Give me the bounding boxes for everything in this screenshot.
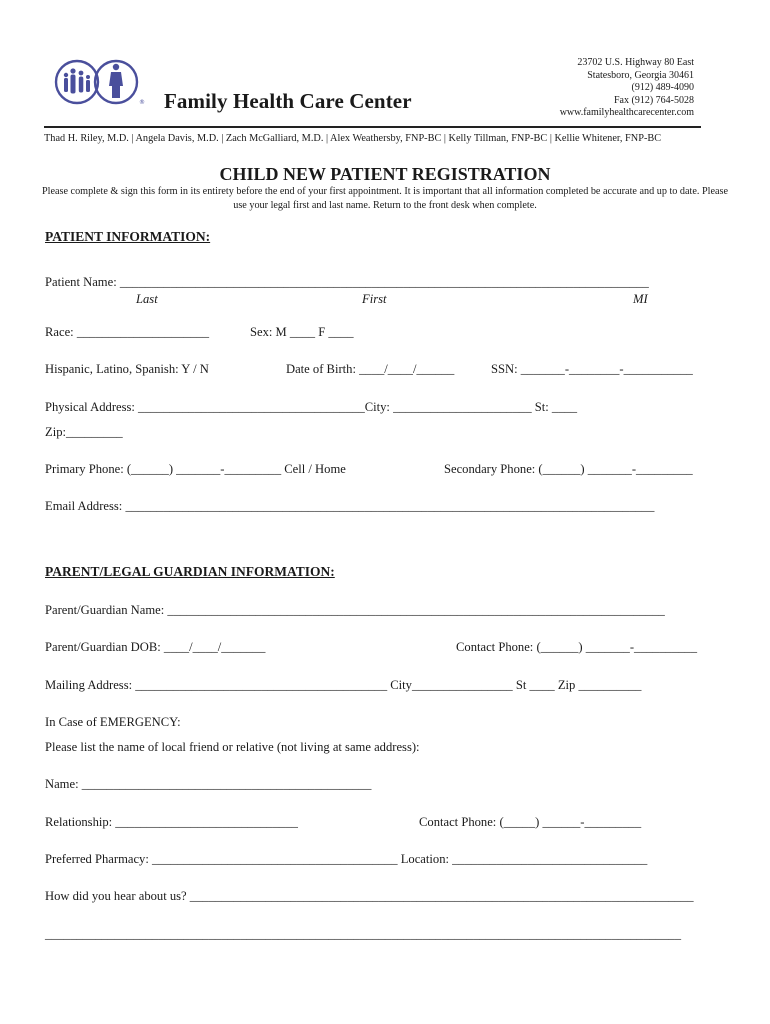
pharmacy-field[interactable]: Preferred Pharmacy: _______________________________________ Location: _______________________________ (45, 852, 648, 866)
patient-name-mi-label: MI (633, 292, 648, 306)
patient-section-heading: PATIENT INFORMATION: (45, 229, 211, 244)
dob-field[interactable]: Date of Birth: ____/____/______ (286, 362, 455, 376)
address-website: www.familyhealthcarecenter.com (559, 107, 694, 119)
address-fax: Fax (912) 764-5028 (614, 94, 694, 106)
emergency-phone-field[interactable]: Contact Phone: (_____) ______-_________ (419, 815, 642, 829)
sex-field[interactable]: Sex: M ____ F ____ (250, 325, 354, 339)
address-phone: (912) 489-4090 (631, 82, 694, 94)
guardian-contact-phone-field[interactable]: Contact Phone: (______) _______-__________ (456, 640, 698, 654)
race-field[interactable]: Race: _____________________ (45, 325, 210, 339)
zip-field[interactable]: Zip:_________ (45, 425, 123, 439)
header-divider (44, 126, 701, 128)
family-logo-icon (53, 56, 145, 108)
emergency-instruction: Please list the name of local friend or relative (not living at same address): (45, 740, 420, 754)
ssn-field[interactable]: SSN: _______-________-___________ (491, 362, 693, 376)
secondary-phone-field[interactable]: Secondary Phone: (______) _______-_________ (444, 462, 693, 476)
organization-name: Family Health Care Center (164, 89, 412, 113)
referral-extra-line[interactable]: _____________________________________________________________________________________________________ (45, 927, 681, 941)
physical-address-field[interactable]: Physical Address: ____________________________________City: ______________________ St: ____ (45, 400, 578, 414)
mailing-address-field[interactable]: Mailing Address: ________________________________________ City________________ St ____ Zip __________ (45, 678, 642, 692)
address-block (560, 57, 694, 120)
guardian-dob-field[interactable]: Parent/Guardian DOB: ____/____/_______ (45, 640, 266, 654)
address-city: Statesboro, Georgia 30461 (587, 69, 694, 81)
email-field[interactable]: Email Address: ____________________________________________________________________________________ (45, 499, 655, 513)
patient-name-first-label: First (362, 292, 387, 306)
provider-list: Thad H. Riley, M.D. | Angela Davis, M.D. | Zach McGalliard, M.D. | Alex Weathersby, FNP-BC | Kelly Tillman, FNP-BC | Kellie Whitener, FNP-BC (44, 133, 662, 144)
form-title: CHILD NEW PATIENT REGISTRATION (219, 164, 551, 184)
patient-name-field[interactable]: Patient Name: ____________________________________________________________________________________ (45, 275, 649, 289)
patient-name-last-label: Last (136, 292, 158, 306)
guardian-name-field[interactable]: Parent/Guardian Name: _______________________________________________________________________________ (45, 603, 665, 617)
hispanic-field[interactable]: Hispanic, Latino, Spanish: Y / N (45, 362, 209, 376)
registered-mark: ® (139, 99, 145, 106)
primary-phone-field[interactable]: Primary Phone: (______) _______-_________ Cell / Home (45, 462, 346, 476)
relationship-field[interactable]: Relationship: _____________________________ (45, 815, 298, 829)
address-street: 23702 U.S. Highway 80 East (577, 57, 694, 68)
guardian-section-heading: PARENT/LEGAL GUARDIAN INFORMATION: (45, 564, 335, 579)
form-instructions: Please complete & sign this form in its entirety before the end of your first appointment. It is important that all information completed be accurate and up to date. Please use your legal first and last name. Return to the front desk when complete. (41, 186, 729, 211)
referral-source-field[interactable]: How did you hear about us? ________________________________________________________________________________ (45, 889, 694, 903)
emergency-heading: In Case of EMERGENCY: (45, 715, 181, 729)
emergency-name-field[interactable]: Name: ______________________________________________ (45, 777, 372, 791)
